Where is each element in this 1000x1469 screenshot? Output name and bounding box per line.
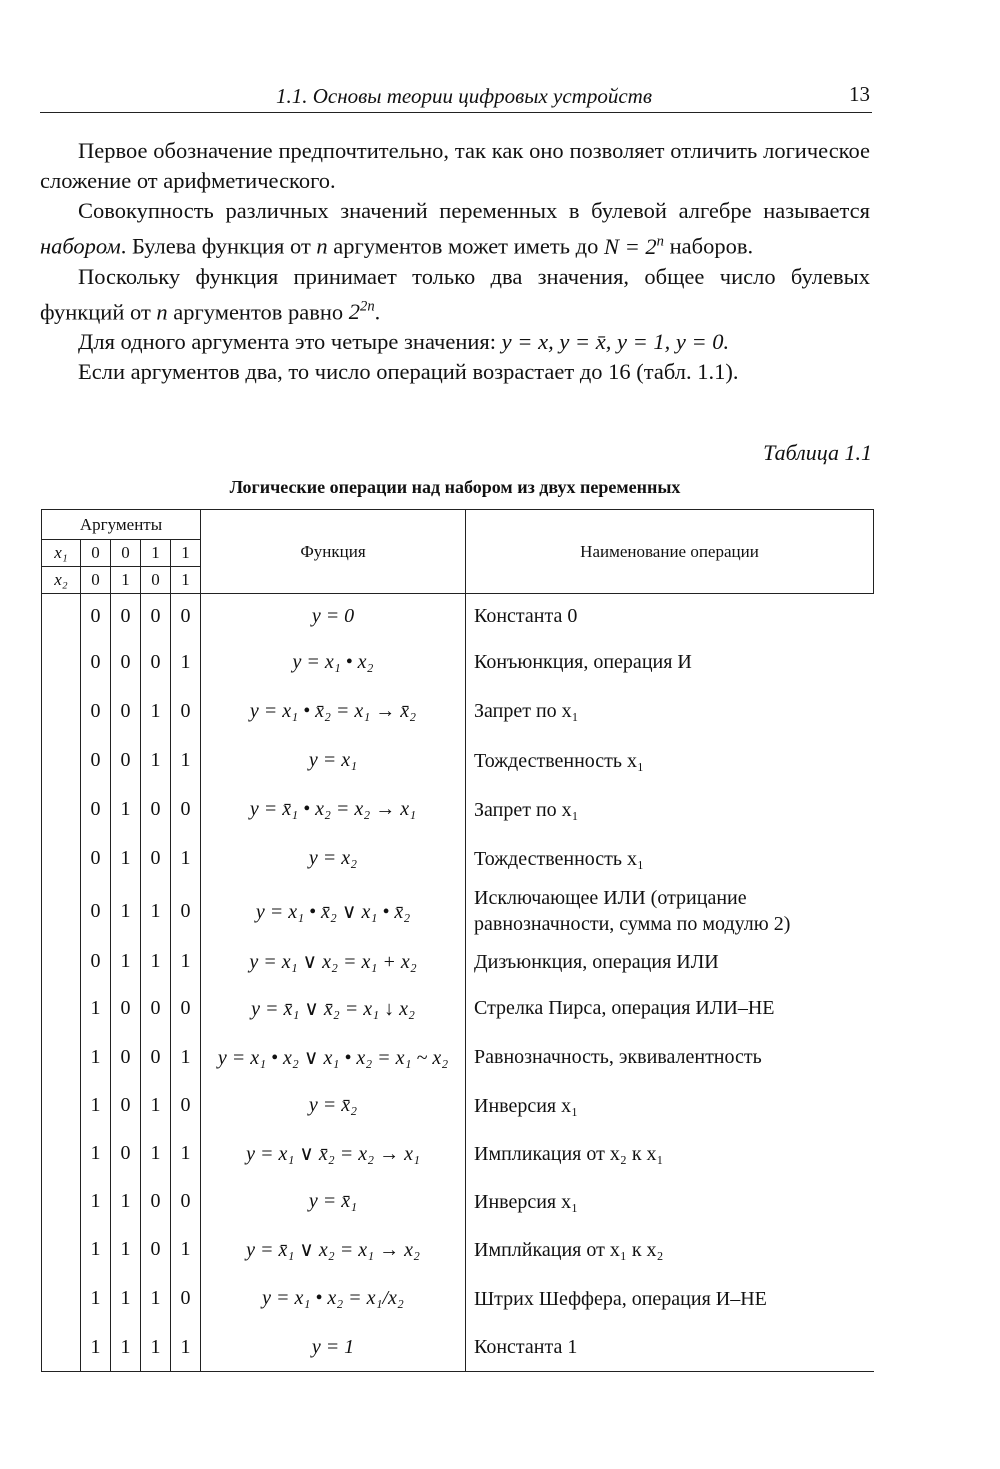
bit-value: 1: [141, 686, 171, 737]
page-number: 13: [849, 82, 870, 106]
row-blank-cell: [42, 686, 81, 737]
row-blank-cell: [42, 1178, 81, 1226]
function-formula: y = x̄₁ ∨ x̄₂ = x₁ ↓ x₂: [201, 984, 466, 1033]
table-row: [42, 594, 874, 639]
bit-value: 1: [81, 1178, 111, 1226]
table-row: [42, 785, 874, 835]
bit-value: 1: [111, 1324, 141, 1372]
table-row: [42, 737, 874, 785]
function-formula: y = x̄₁: [201, 1178, 466, 1226]
bit-value: 1: [171, 1130, 201, 1178]
table-row: [42, 1033, 874, 1082]
table-row: [42, 639, 874, 686]
bit-value: 0: [171, 1178, 201, 1226]
x2-value: 1: [171, 567, 201, 594]
operation-name: Запрет по x₁: [474, 798, 579, 821]
paragraph-1: Первое обозначение предпочтительно, так как оно позволяет отличить логическое сложение от арифметического.: [40, 138, 870, 193]
table-label: Таблица 1.1: [763, 440, 872, 465]
x2-value: 0: [141, 567, 171, 594]
operation-name: Тождественность x₁: [474, 749, 645, 772]
row-blank-cell: [42, 1274, 81, 1324]
row-blank-cell: [42, 1130, 81, 1178]
row-blank-cell: [42, 1082, 81, 1130]
table-row: [42, 1274, 874, 1324]
bit-value: 1: [171, 737, 201, 785]
bit-value: 0: [81, 686, 111, 737]
row-blank-cell: [42, 785, 81, 835]
row-blank-cell: [42, 984, 81, 1033]
row-blank-cell: [42, 1033, 81, 1082]
bit-value: 0: [81, 785, 111, 835]
operation-name: Константа 1: [466, 1324, 874, 1372]
bit-value: 0: [171, 1082, 201, 1130]
operation-name: Конъюнкция, операция И: [474, 651, 692, 673]
x1-value: 1: [171, 540, 201, 567]
function-formula: y = x₁ • x₂ ∨ x₁ • x₂ = x₁ ~ x₂: [201, 1033, 466, 1082]
table-row: [42, 1178, 874, 1226]
bit-value: 0: [81, 639, 111, 686]
bit-value: 0: [81, 737, 111, 785]
table-row: [42, 1324, 874, 1372]
bit-value: 0: [111, 1033, 141, 1082]
bit-value: 0: [81, 835, 111, 883]
x1-value: 0: [81, 540, 111, 567]
function-formula: y = 0: [201, 594, 466, 639]
function-formula: y = x₁ ∨ x̄₂ = x₂ → x₁: [201, 1130, 466, 1178]
operation-name: Исключающее ИЛИ (отрицание равнозначности, сумма по модулю 2): [474, 887, 791, 935]
bit-value: 0: [111, 737, 141, 785]
bit-value: 0: [81, 883, 111, 940]
formula-n-sets: $N = 2^n$: [603, 233, 664, 259]
function-formula: y = 1: [201, 1324, 466, 1372]
x1-value: 1: [141, 540, 171, 567]
x2-value: 0: [81, 567, 111, 594]
table-row: [42, 686, 874, 737]
bit-value: 0: [141, 785, 171, 835]
paragraph-5: Если аргументов два, то число операций возрастает до 16 (табл. 1.1).: [78, 359, 739, 384]
bit-value: 0: [141, 639, 171, 686]
header-name: Наименование операции: [466, 510, 874, 594]
bit-value: 1: [141, 1324, 171, 1372]
table-row: [42, 940, 874, 984]
bit-value: 0: [171, 984, 201, 1033]
bit-value: 0: [111, 639, 141, 686]
function-formula: y = x̄₂: [201, 1082, 466, 1130]
paragraph-3: Поскольку функция принимает только два значения, общее число булевых функций от n аргументов равно $2^{2n}$.: [40, 263, 870, 324]
bit-value: 0: [81, 940, 111, 984]
function-formula: y = x₁: [201, 737, 466, 785]
bit-value: 1: [171, 835, 201, 883]
bit-value: 1: [141, 883, 171, 940]
row-blank-cell: [42, 835, 81, 883]
row-blank-cell: [42, 737, 81, 785]
bit-value: 1: [111, 940, 141, 984]
bit-value: 1: [171, 1324, 201, 1372]
table-row: [42, 984, 874, 1033]
bit-value: 0: [171, 785, 201, 835]
formula-function-count: $2^{2n}$: [348, 298, 375, 324]
bit-value: 1: [111, 785, 141, 835]
operation-name: Имплйкация от x₁ к x₂: [474, 1238, 664, 1261]
table-row: [42, 1082, 874, 1130]
function-formula: y = x₁ • x̄₂ = x₁ → x̄₂: [201, 686, 466, 737]
bit-value: 0: [141, 1178, 171, 1226]
x1-label: x₁: [42, 540, 81, 567]
row-blank-cell: [42, 940, 81, 984]
bit-value: 1: [111, 1226, 141, 1274]
bit-value: 0: [111, 1130, 141, 1178]
bit-value: 1: [171, 1226, 201, 1274]
function-formula: y = x̄₁ ∨ x₂ = x₁ → x₂: [201, 1226, 466, 1274]
bit-value: 0: [171, 686, 201, 737]
bit-value: 1: [111, 1178, 141, 1226]
operation-name: Штрих Шеффера, операция И–НЕ: [474, 1287, 767, 1310]
operation-name: Инверсия x₁: [474, 1190, 579, 1213]
header-function: Функция: [201, 510, 466, 594]
bit-value: 0: [141, 984, 171, 1033]
bit-value: 1: [171, 639, 201, 686]
operation-name: Импликация от x₂ к x₁: [474, 1142, 664, 1165]
paragraph-4: Для одного аргумента это четыре значения: y = x, y = x̄, y = 1, y = 0.: [78, 329, 730, 354]
bit-value: 1: [141, 737, 171, 785]
bit-value: 1: [81, 1324, 111, 1372]
bit-value: 1: [141, 1082, 171, 1130]
bit-value: 1: [171, 1033, 201, 1082]
table-row: [42, 1226, 874, 1274]
operation-name: Запрет по x₁: [474, 700, 579, 722]
bit-value: 0: [141, 1033, 171, 1082]
bit-value: 0: [111, 1082, 141, 1130]
function-formula: y = x₁ • x̄₂ ∨ x₁ • x̄₂: [201, 883, 466, 940]
x2-label: x₂: [42, 567, 81, 594]
bit-value: 1: [141, 1274, 171, 1324]
table-row: [42, 835, 874, 883]
operation-name: Дизъюнкция, операция ИЛИ: [474, 950, 719, 973]
logic-operations-table: [41, 509, 874, 1372]
bit-value: 1: [81, 1033, 111, 1082]
bit-value: 0: [141, 594, 171, 639]
bit-value: 0: [171, 883, 201, 940]
bit-value: 1: [141, 940, 171, 984]
function-formula: y = x₂: [201, 835, 466, 883]
operation-name: Инверсия x₁: [474, 1094, 579, 1117]
table-row: [42, 1130, 874, 1178]
function-formula: y = x₁ • x₂: [201, 639, 466, 686]
row-blank-cell: [42, 883, 81, 940]
bit-value: 0: [111, 594, 141, 639]
bit-value: 1: [81, 1274, 111, 1324]
bit-value: 0: [81, 594, 111, 639]
function-formula: y = x₁ • x₂ = x₁/x₂: [201, 1274, 466, 1324]
bit-value: 0: [141, 835, 171, 883]
operation-name: Равнозначность, эквивалентность: [474, 1046, 762, 1068]
row-blank-cell: [42, 1226, 81, 1274]
function-formula: y = x₁ ∨ x₂ = x₁ + x₂: [201, 940, 466, 984]
running-title: 1.1. Основы теории цифровых устройств: [276, 84, 652, 108]
formula-one-arg: y = x, y = x̄, y = 1, y = 0.: [501, 329, 730, 354]
row-blank-cell: [42, 1324, 81, 1372]
bit-value: 1: [171, 940, 201, 984]
bit-value: 1: [81, 984, 111, 1033]
header-arguments: Аргументы: [42, 510, 201, 540]
operation-name: Тождественность x₁: [474, 847, 645, 870]
bit-value: 0: [141, 1226, 171, 1274]
bit-value: 1: [141, 1130, 171, 1178]
bit-value: 1: [81, 1130, 111, 1178]
table-row: [42, 883, 874, 940]
bit-value: 1: [111, 1274, 141, 1324]
x2-value: 1: [111, 567, 141, 594]
body-text: [40, 136, 870, 387]
operation-name: Константа 0: [474, 605, 578, 628]
bit-value: 0: [171, 594, 201, 639]
row-blank-cell: [42, 594, 81, 639]
table-caption: Логические операции над набором из двух переменных: [229, 477, 681, 497]
bit-value: 1: [111, 835, 141, 883]
bit-value: 0: [111, 686, 141, 737]
term-nabor: набором: [40, 233, 121, 259]
running-head: [40, 82, 872, 113]
x1-value: 0: [111, 540, 141, 567]
bit-value: 1: [81, 1226, 111, 1274]
row-blank-cell: [42, 639, 81, 686]
operation-name: Стрелка Пирса, операция ИЛИ–НЕ: [474, 997, 775, 1019]
bit-value: 1: [111, 883, 141, 940]
function-formula: y = x̄₁ • x₂ = x₂ → x₁: [201, 785, 466, 835]
paragraph-2: Совокупность различных значений переменных в булевой алгебре называется набором. Булева функция от n аргументов может иметь до $N = 2^n$ наборов.: [40, 198, 870, 259]
bit-value: 0: [111, 984, 141, 1033]
bit-value: 0: [171, 1274, 201, 1324]
bit-value: 1: [81, 1082, 111, 1130]
